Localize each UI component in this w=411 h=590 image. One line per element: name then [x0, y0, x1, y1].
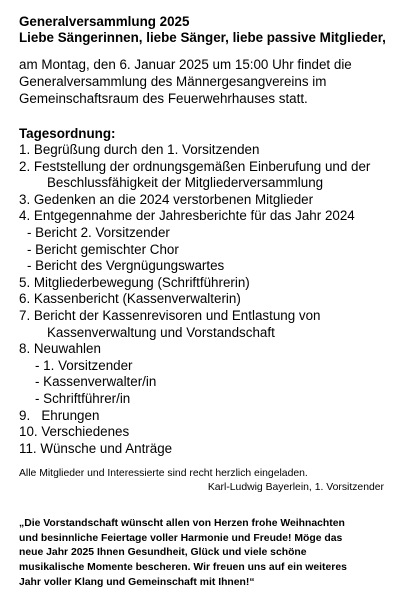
document — [19, 14, 404, 590]
agenda-item: 1. Begrüßung durch den 1. Vorsitzenden — [19, 142, 260, 157]
agenda-item: 4. Entgegennahme der Jahresberichte für das Jahr 2024 — [19, 208, 355, 224]
agenda-item: 9. Ehrungen — [19, 407, 100, 423]
intro-line: Gemeinschaftsraum des Feuerwehrhauses statt. — [19, 91, 308, 106]
intro-line: am Montag, den 6. Januar 2025 um 15:00 Uhr findet die — [19, 57, 352, 72]
agenda-item: 7. Bericht der Kassenrevisoren und Entlastung von Kassenverwaltung und Vorstandschaft — [19, 308, 404, 341]
agenda-item-continuation: Beschlussfähigkeit der Mitgliederversammlung — [47, 175, 324, 191]
agenda-subitem: - Bericht 2. Vorsitzender — [27, 224, 170, 240]
document-heading — [19, 14, 404, 46]
agenda-subitem: - 1. Vorsitzender — [35, 357, 133, 373]
closing-line: musikalische Momente bescheren. Wir freuen uns auf ein weiteres — [19, 562, 347, 574]
agenda-subitem: - Schriftführer/in — [35, 390, 131, 406]
agenda-item: 11. Wünsche und Anträge — [19, 440, 173, 456]
agenda-list — [19, 142, 404, 457]
agenda-item: 5. Mitgliederbewegung (Schriftführerin) — [19, 274, 250, 290]
agenda-item: 2. Feststellung der ordnungsgemäßen Einberufung und der Beschlussfähigkeit der Mitgliederversammlung — [19, 159, 404, 192]
intro-line: Generalversammlung des Männergesangvereins im — [19, 74, 327, 89]
agenda-subitem: - Kassenverwalter/in — [35, 374, 157, 390]
closing-line: Jahr voller Klang und Gemeinschaft mit Ihnen!“ — [19, 576, 255, 588]
intro-paragraph — [19, 56, 404, 107]
invitation-line: Alle Mitglieder und Interessierte sind recht herzlich eingeladen. — [19, 468, 308, 480]
closing-greeting — [19, 517, 404, 590]
signature: Karl-Ludwig Bayerlein, 1. Vorsitzender — [207, 482, 384, 494]
agenda-title: Tagesordnung: — [19, 126, 116, 141]
heading-salutation: Liebe Sängerinnen, liebe Sänger, liebe passive Mitglieder, — [19, 30, 386, 45]
agenda-subitem: - Bericht des Vergnügungswartes — [27, 258, 225, 274]
agenda-item: 6. Kassenbericht (Kassenverwalterin) — [19, 291, 241, 307]
closing-line: neue Jahr 2025 Ihnen Gesundheit, Glück und viele schöne — [19, 547, 307, 559]
heading-title: Generalversammlung 2025 — [19, 14, 190, 29]
agenda-item: 8. Neuwahlen — [19, 341, 101, 357]
closing-line: „Die Vorstandschaft wünscht allen von Herzen frohe Weihnachten — [19, 518, 345, 530]
closing-line: und besinnliche Feiertage voller Harmonie und Freude! Möge das — [19, 532, 343, 544]
agenda-item-continuation: Kassenverwaltung und Vorstandschaft — [47, 324, 275, 340]
agenda-subitem: - Bericht gemischter Chor — [27, 241, 179, 257]
agenda-item: 3. Gedenken an die 2024 verstorbenen Mitglieder — [19, 191, 314, 207]
agenda-item: 10. Verschiedenes — [19, 424, 130, 440]
